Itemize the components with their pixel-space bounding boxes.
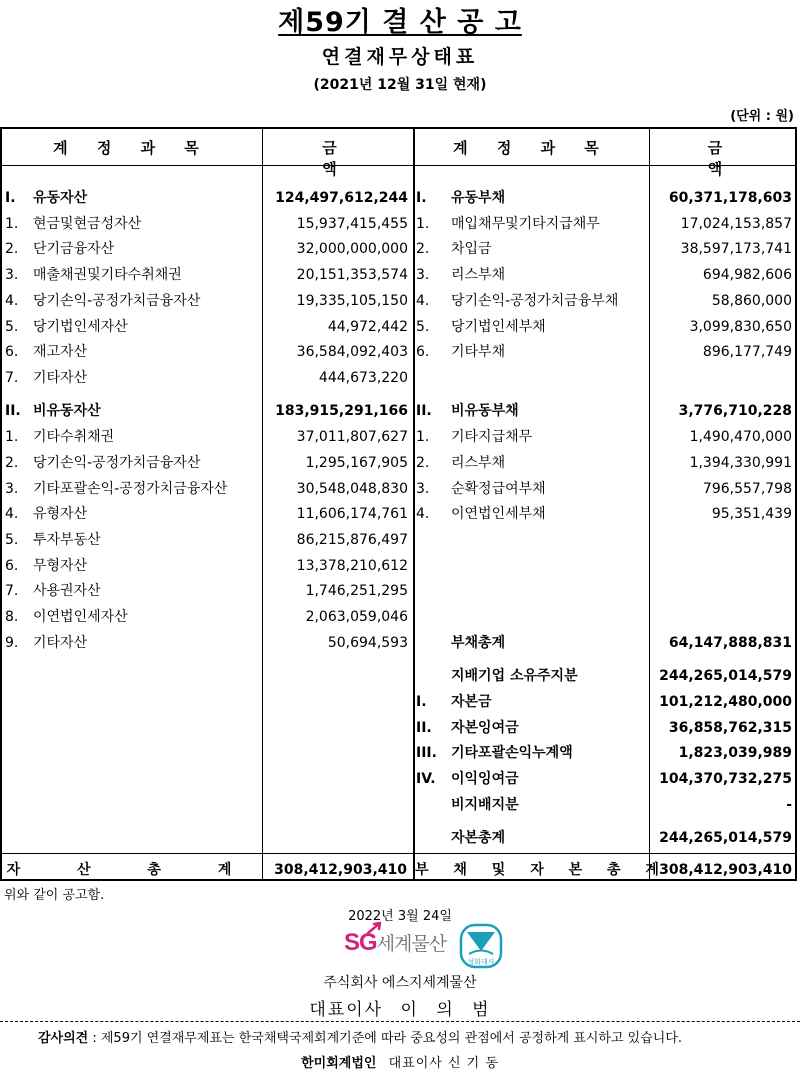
- row-number: 2.: [416, 241, 430, 257]
- auditor-name: 한미회계법인: [301, 1056, 377, 1071]
- amount: 32,000,000,000: [296, 241, 408, 257]
- row-number: 5.: [5, 532, 19, 548]
- account-name: 자본잉여금: [451, 720, 519, 736]
- row-number: I.: [416, 190, 427, 206]
- header-right-amount: 금 액: [707, 139, 761, 178]
- right-row: [416, 239, 792, 259]
- amount: 86,215,876,497: [296, 532, 408, 548]
- row-number: 3.: [5, 267, 19, 283]
- audit-label: 감사의견: [38, 1031, 89, 1046]
- row-number: 8.: [5, 609, 19, 625]
- amount: 1,295,167,905: [305, 455, 408, 471]
- row-number: 4.: [5, 293, 19, 309]
- account-name: 단기금융자산: [33, 241, 115, 257]
- amount: 2,063,059,046: [305, 609, 408, 625]
- amount: 1,394,330,991: [689, 455, 792, 471]
- account-name: 부채총계: [451, 635, 506, 651]
- account-name: 사용권자산: [33, 583, 101, 599]
- amount: 64,147,888,831: [668, 635, 792, 651]
- account-name: 당기손익-공정가치금융자산: [33, 455, 201, 471]
- row-number: 4.: [416, 293, 430, 309]
- row-number: 6.: [5, 558, 19, 574]
- right-row: [416, 692, 792, 712]
- row-number: 1.: [416, 429, 430, 445]
- amount: 20,151,353,574: [296, 267, 408, 283]
- right-row: [416, 401, 792, 421]
- audit-text: : 제59기 연결재무제표는 한국채택국제회계기준에 따라 중요성의 관점에서 공정하게 표시하고 있습니다.: [88, 1031, 683, 1046]
- account-name: 유동부채: [451, 190, 506, 206]
- account-name: 비유동자산: [33, 403, 101, 419]
- totals-divider: [2, 853, 797, 854]
- footer-divider: [0, 1021, 800, 1022]
- left-row: [5, 504, 408, 524]
- account-name: 기타부채: [451, 344, 506, 360]
- amount: 50,694,593: [327, 635, 408, 651]
- account-name: 당기법인세자산: [33, 319, 128, 335]
- balance-sheet-table: [0, 127, 797, 881]
- right-row: [416, 743, 792, 763]
- row-number: II.: [5, 403, 21, 419]
- logo-arrow-icon: [366, 921, 386, 935]
- account-name: 당기손익-공정가치금융부채: [451, 293, 619, 309]
- total-liabilities-equity-amount: 308,412,903,410: [659, 862, 792, 878]
- company-ceo: 대표이사 이 의 범: [309, 1000, 491, 1020]
- right-row: [416, 291, 792, 311]
- account-name: 이연법인세부채: [451, 506, 546, 522]
- amount: 13,378,210,612: [296, 558, 408, 574]
- row-number: IV.: [416, 771, 436, 787]
- left-row: [5, 265, 408, 285]
- row-number: 7.: [5, 370, 19, 386]
- left-row: [5, 214, 408, 234]
- row-number: 3.: [416, 267, 430, 283]
- account-name: 현금및현금성자산: [33, 216, 142, 232]
- amount: 101,212,480,000: [659, 694, 792, 710]
- right-row: [416, 633, 792, 653]
- amount: 1,490,470,000: [689, 429, 792, 445]
- header-left-amount: 금 액: [322, 139, 375, 178]
- row-number: I.: [5, 190, 16, 206]
- amount: 58,860,000: [711, 293, 792, 309]
- right-row: [416, 666, 792, 686]
- left-row: [5, 581, 408, 601]
- amount: 3,099,830,650: [689, 319, 792, 335]
- company-name: 주식회사 에스지세계물산: [323, 975, 477, 991]
- amount: -: [786, 797, 792, 813]
- account-name: 비유동부채: [451, 403, 519, 419]
- row-number: 2.: [5, 241, 19, 257]
- left-row: [5, 633, 408, 653]
- row-number: 6.: [416, 344, 430, 360]
- right-row: [416, 265, 792, 285]
- left-row: [5, 427, 408, 447]
- account-name: 재고자산: [33, 344, 88, 360]
- right-row: [416, 718, 792, 738]
- row-number: 6.: [5, 344, 19, 360]
- left-row: [5, 342, 408, 362]
- account-name: 이연법인세자산: [33, 609, 128, 625]
- row-number: 9.: [5, 635, 19, 651]
- amount: 1,823,039,989: [678, 745, 792, 761]
- right-row: [416, 453, 792, 473]
- left-row: [5, 530, 408, 550]
- row-number: 2.: [416, 455, 430, 471]
- row-number: 1.: [416, 216, 430, 232]
- statement-title: 연결재무상태표: [321, 46, 479, 68]
- account-name: 지배기업 소유주지분: [451, 668, 578, 684]
- right-row: [416, 795, 792, 815]
- audit-opinion: [38, 1027, 682, 1046]
- row-number: 7.: [5, 583, 19, 599]
- row-number: 1.: [5, 429, 19, 445]
- row-number: 5.: [416, 319, 430, 335]
- right-row: [416, 504, 792, 524]
- amount: 11,606,174,761: [296, 506, 408, 522]
- account-name: 리스부채: [451, 455, 506, 471]
- account-name: 자본총계: [451, 830, 506, 846]
- left-row: [5, 556, 408, 576]
- account-name: 기타자산: [33, 635, 88, 651]
- account-name: 매출채권및기타수취채권: [33, 267, 182, 283]
- amount: 36,858,762,315: [668, 720, 792, 736]
- amount: 17,024,153,857: [680, 216, 792, 232]
- account-name: 기타지급채무: [451, 429, 533, 445]
- amount: 104,370,732,275: [659, 771, 792, 787]
- col-divider-2: [413, 129, 415, 881]
- logo-brand-prefix: SG세계물산: [344, 929, 447, 956]
- amount: 124,497,612,244: [275, 190, 408, 206]
- account-name: 리스부채: [451, 267, 506, 283]
- right-row: [416, 214, 792, 234]
- amount: 15,937,415,455: [296, 216, 408, 232]
- left-row: [5, 368, 408, 388]
- row-number: II.: [416, 720, 432, 736]
- amount: 896,177,749: [702, 344, 792, 360]
- left-row: [5, 607, 408, 627]
- total-liabilities-equity-label: 부 채 및 자 본 총 계: [415, 862, 669, 878]
- account-name: 투자부동산: [33, 532, 101, 548]
- left-row: [5, 479, 408, 499]
- account-name: 유동자산: [33, 190, 88, 206]
- amount: 36,584,092,403: [296, 344, 408, 360]
- company-emblem-icon: [459, 923, 503, 969]
- left-row: [5, 401, 408, 421]
- row-number: 3.: [416, 481, 430, 497]
- left-row: [5, 291, 408, 311]
- row-number: 3.: [5, 481, 19, 497]
- account-name: 순확정급여부채: [451, 481, 546, 497]
- amount: 38,597,173,741: [680, 241, 792, 257]
- account-name: 기타포괄손익누계액: [451, 745, 573, 761]
- company-logo: [344, 925, 454, 965]
- account-name: 기타수취채권: [33, 429, 115, 445]
- amount: 44,972,442: [327, 319, 408, 335]
- amount: 244,265,014,579: [659, 830, 792, 846]
- notice-title: 제59기 결 산 공 고: [278, 7, 522, 38]
- left-row: [5, 317, 408, 337]
- row-number: III.: [416, 745, 437, 761]
- account-name: 자본금: [451, 694, 492, 710]
- right-row: [416, 342, 792, 362]
- amount: 30,548,048,830: [296, 481, 408, 497]
- amount: 694,982,606: [702, 267, 792, 283]
- row-number: II.: [416, 403, 432, 419]
- row-number: 5.: [5, 319, 19, 335]
- row-number: 4.: [416, 506, 430, 522]
- amount: 3,776,710,228: [678, 403, 792, 419]
- amount: 95,351,439: [711, 506, 792, 522]
- amount: 183,915,291,166: [275, 403, 408, 419]
- account-name: 기타자산: [33, 370, 88, 386]
- auditor: [0, 1052, 800, 1071]
- account-name: 기타포괄손익-공정가치금융자산: [33, 481, 228, 497]
- right-row: [416, 317, 792, 337]
- account-name: 무형자산: [33, 558, 88, 574]
- notice-statement: 위와 같이 공고함.: [4, 888, 105, 903]
- header-left-account: 계 정 과 목: [53, 139, 211, 157]
- left-row: [5, 239, 408, 259]
- right-row: [416, 188, 792, 208]
- statement-date: (2021년 12월 31일 현재): [313, 77, 487, 93]
- row-number: I.: [416, 694, 427, 710]
- header-right-account: 계 정 과 목: [453, 139, 611, 157]
- amount: 19,335,105,150: [296, 293, 408, 309]
- account-name: 유형자산: [33, 506, 88, 522]
- account-name: 당기손익-공정가치금융자산: [33, 293, 201, 309]
- amount: 1,746,251,295: [305, 583, 408, 599]
- unit-label: (단위 : 원): [730, 109, 794, 124]
- svg-text:성화대사: 성화대사: [467, 958, 495, 966]
- amount: 37,011,807,627: [296, 429, 408, 445]
- right-row: [416, 427, 792, 447]
- notice-date: 2022년 3월 24일: [348, 909, 452, 924]
- account-name: 비지배지분: [451, 797, 519, 813]
- row-number: 1.: [5, 216, 19, 232]
- total-assets-label: 자 산 총 계: [6, 862, 258, 878]
- right-row: [416, 479, 792, 499]
- auditor-ceo: 대표이사 신 기 동: [388, 1056, 499, 1071]
- right-row: [416, 828, 792, 848]
- left-row: [5, 453, 408, 473]
- amount: 444,673,220: [318, 370, 408, 386]
- left-row: [5, 188, 408, 208]
- amount: 244,265,014,579: [659, 668, 792, 684]
- account-name: 차입금: [451, 241, 492, 257]
- account-name: 이익잉여금: [451, 771, 519, 787]
- account-name: 매입채무및기타지급채무: [451, 216, 600, 232]
- row-number: 4.: [5, 506, 19, 522]
- account-name: 당기법인세부채: [451, 319, 546, 335]
- amount: 60,371,178,603: [668, 190, 792, 206]
- amount: 796,557,798: [702, 481, 792, 497]
- total-assets-amount: 308,412,903,410: [274, 862, 407, 878]
- right-row: [416, 769, 792, 789]
- row-number: 2.: [5, 455, 19, 471]
